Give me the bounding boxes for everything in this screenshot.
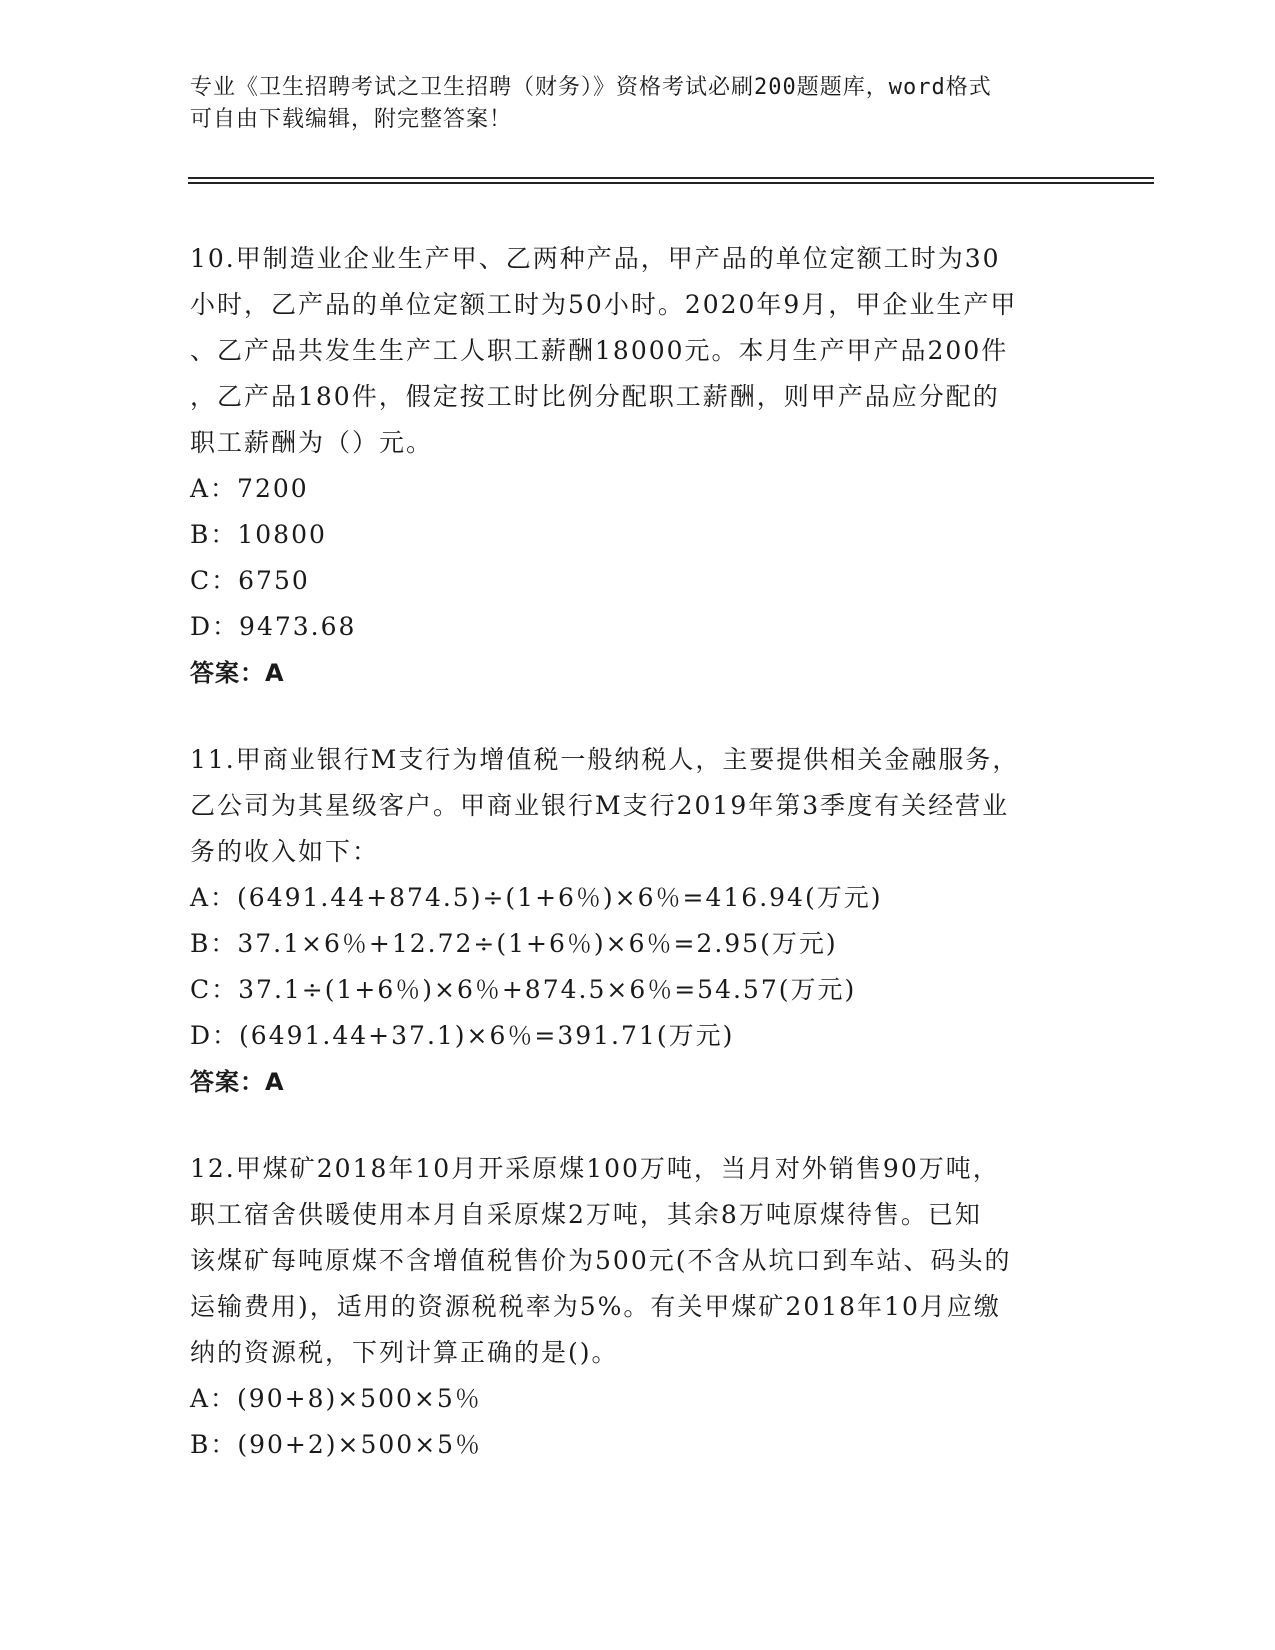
header-divider-top	[188, 177, 1154, 179]
option-d: D：(6491.44+37.1)×6％=391.71(万元)	[190, 1021, 735, 1050]
header-line-2: 可自由下载编辑，附完整答案！	[190, 107, 513, 132]
option-c: C：6750	[190, 566, 310, 595]
answer-label: 答案：A	[190, 1068, 285, 1096]
header-line-1: 专业《卫生招聘考试之卫生招聘（财务）》资格考试必刷200题题库，word格式	[190, 75, 992, 100]
document-header	[190, 72, 1090, 136]
question-text-line: ，乙产品180件，假定按工时比例分配职工薪酬，则甲产品应分配的	[190, 382, 1000, 411]
question-text-line: 12.甲煤矿2018年10月开采原煤100万吨，当月对外销售90万吨，	[190, 1154, 1000, 1183]
option-b: B：10800	[190, 520, 327, 549]
answer-label: 答案：A	[190, 659, 285, 687]
question-text-line: 10.甲制造业企业生产甲、乙两种产品，甲产品的单位定额工时为30	[190, 244, 1001, 273]
question-text-line: 运输费用)，适用的资源税税率为5%。有关甲煤矿2018年10月应缴	[190, 1292, 1001, 1321]
option-a: A：(6491.44+874.5)÷(1+6％)×6％=416.94(万元)	[190, 883, 883, 912]
question-text-line: 该煤矿每吨原煤不含增值税售价为500元(不含从坑口到车站、码头的	[190, 1246, 1012, 1275]
option-b: B：37.1×6％+12.72÷(1+6％)×6％=2.95(万元)	[190, 929, 838, 958]
question-text-line: 小时，乙产品的单位定额工时为50小时。2020年9月，甲企业生产甲	[190, 290, 1018, 319]
question-11	[190, 737, 1090, 1105]
question-text-line: 职工宿舍供暖使用本月自采原煤2万吨，其余8万吨原煤待售。已知	[190, 1200, 982, 1229]
question-10	[190, 236, 1090, 696]
question-12	[190, 1146, 1090, 1468]
option-a: A：7200	[190, 474, 309, 503]
question-text-line: 11.甲商业银行M支行为增值税一般纳税人，主要提供相关金融服务，	[190, 745, 1020, 774]
header-divider-bottom	[188, 182, 1154, 184]
question-text-line: 乙公司为其星级客户。甲商业银行M支行2019年第3季度有关经营业	[190, 791, 1010, 820]
option-c: C：37.1÷(1+6％)×6％+874.5×6％=54.57(万元)	[190, 975, 857, 1004]
question-text-line: 、乙产品共发生生产工人职工薪酬18000元。本月生产甲产品200件	[190, 336, 1009, 365]
option-d: D：9473.68	[190, 612, 357, 641]
option-b: B：(90+2)×500×5％	[190, 1430, 483, 1459]
question-text-line: 职工薪酬为（）元。	[190, 428, 434, 457]
question-text-line: 务的收入如下：	[190, 837, 380, 866]
question-text-line: 纳的资源税，下列计算正确的是()。	[190, 1338, 619, 1367]
option-a: A：(90+8)×500×5％	[190, 1384, 482, 1413]
